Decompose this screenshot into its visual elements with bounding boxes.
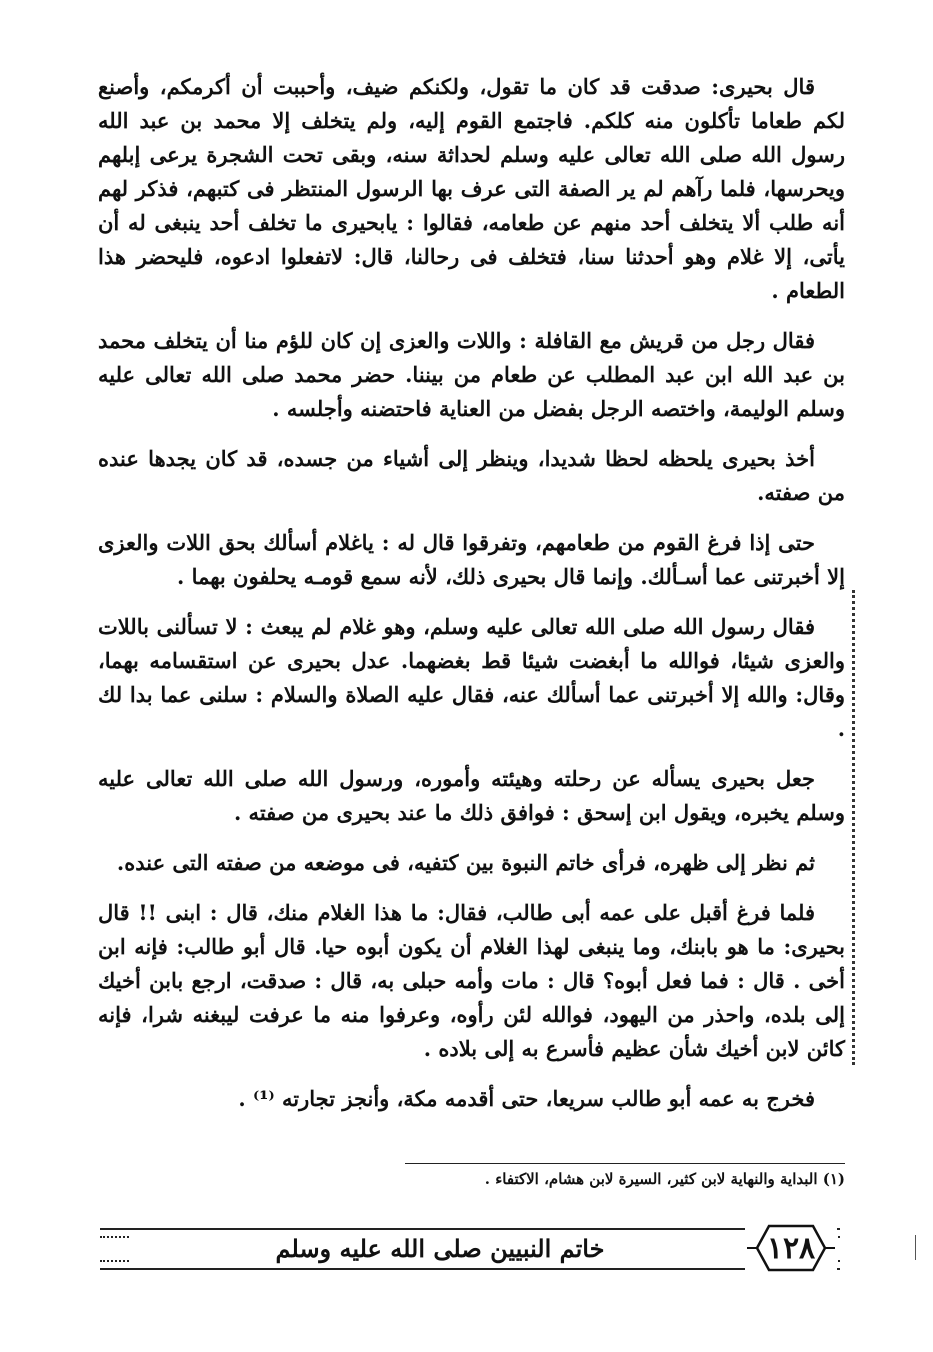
footnote: (١) البداية والنهاية لابن كثير، السيرة لابن هشام، الاكتفاء .: [484, 1170, 845, 1188]
side-margin-rule: [852, 590, 855, 1065]
paragraph-7: ثم نظر إلى ظهره، فرأى خاتم النبوة بين كتفيه، فى موضعه من صفته التى عنده.: [116, 850, 815, 875]
body-text: [98, 70, 845, 1116]
page-number: ١٢٨: [766, 1230, 816, 1266]
running-title: خاتم النبيين صلى الله عليه وسلم: [130, 1234, 750, 1263]
paragraph-4: حتى إذا فرغ القوم من طعامهم، وتفرقوا قال له : ياغلام أسألك بحق اللات والعزى إلا أخبرتنى عما أسـألك. وإنما قال بحيرى ذلك، لأنه سمع قومـه يحلفون بهما .: [98, 530, 845, 589]
paragraph-1: قال بحيرى: صدقت قد كان ما تقول، ولكنكم ضيف، وأحببت أن أكرمكم، وأصنع لكم طعاما تأكلون منه كلكم. فاجتمع القوم إليه، ولم يتخلف إلا محمد بن عبد الله رسول الله صلى الله تعالى عليه وسلم لحداثة سنه، وبقى تحت الشجرة يرعى إبلهم ويحرسها، فلما رآهم لم ير الصفة التى عرف بها الرسول المنتظر فى كتبهم، فذكر لهم أنه طلب ألا يتخلف أحد منهم عن طعامه، فقالوا : يابحيرى ما تخلف أحد ينبغى له أن يأتى، إلا غلام وهو أحدثنا سنا، فتخلف فى رحالنا، قال: لاتفعلوا ادعوه، فليحضر هذا الطعام .: [98, 74, 845, 303]
margin-mark: [915, 1235, 916, 1260]
paragraph-2: فقال رجل من قريش مع القافلة : واللات والعزى إن كان للؤم منا أن يتخلف محمد بن عبد الله ابن عبد المطلب عن طعام من بيننا. حضر محمد صلى الله تعالى عليه وسلم الوليمة، واختصه الرجل بفضل من العناية فاحتضنه وأجلسه .: [98, 328, 845, 421]
paragraph-9: فخرج به عمه أبو طالب سريعا، حتى أقدمه مكة، وأنجز تجارته ⁽¹⁾ .: [238, 1086, 815, 1111]
paragraph-5: فقال رسول الله صلى الله تعالى عليه وسلم، وهو غلام لم يبعث : لا تسألنى باللات والعزى شيئا، فوالله ما أبغضت شيئا قط بغضهما. عدل بحيرى عن استقسامه بهما، وقال: والله إلا أخبرتنى عما أسألك عنه، فقال عليه الصلاة والسلام : سلنى عما بدا لك .: [98, 614, 845, 741]
page-number-frame: [745, 1218, 837, 1278]
paragraph-8: فلما فرغ أقبل على عمه أبى طالب، فقال: ما هذا الغلام منك، قال : ابنى !! قال بحيرى: ما هو بابنك، وما ينبغى لهذا الغلام أن يكون أبوه حيا. قال أبو طالب: فإنه ابن أخى . قال : فما فعل أبوه؟ قال : مات وأمه حبلى به، قال : صدقت، ارجع بابن أخيك إلى بلده، واحذر من اليهود، فوالله لئن رأوه، وعرفوا منه ما عرفت ليبغنه شرا، فإنه كائن لابن أخيك شأن عظيم فأسرع به إلى بلاده .: [98, 900, 845, 1061]
paragraph-3: أخذ بحيرى يلحظه لحظا شديدا، وينظر إلى أشياء من جسده، قد كان يجدها عنده من صفته.: [98, 446, 845, 505]
footnote-separator: [405, 1163, 845, 1164]
paragraph-6: جعل بحيرى يسأله عن رحلته وهيئته وأموره، ورسول الله صلى الله تعالى عليه وسلم يخبره، ويقول ابن إسحق : فوافق ذلك ما عند بحيرى من صفته .: [98, 766, 845, 825]
